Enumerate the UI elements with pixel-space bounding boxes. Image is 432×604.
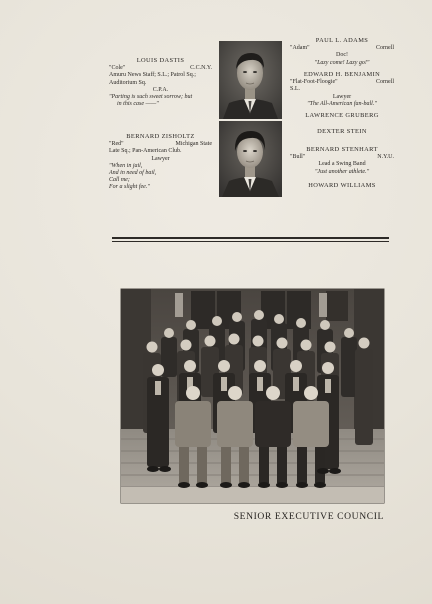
student-activities: Late Sq.; Pan-American Club. (109, 148, 182, 155)
student-college: Michigan State (175, 141, 212, 148)
student-quote: "Lazy come! Lazy go!" (314, 59, 370, 66)
student-name-williams: HOWARD WILLIAMS (308, 182, 376, 189)
student-quote: "Just another athlete." (314, 168, 370, 175)
student-college: Cornell (376, 79, 394, 86)
portrait-photo (219, 41, 282, 119)
student-nickname: "Cole" (109, 65, 126, 72)
student-career: Lawyer (332, 93, 352, 100)
student-nickname: "Adam" (290, 45, 310, 52)
bio-edward-benjamin (290, 71, 394, 108)
bio-louis-dastis (109, 57, 212, 108)
bio-bernard-zisholtz (109, 133, 212, 192)
student-name: PAUL L. ADAMS (315, 37, 369, 44)
student-name-stein: DEXTER STEIN (317, 128, 367, 135)
student-quote: "Parting is such sweet sorrow; but (109, 94, 193, 101)
student-career: C.P.A. (152, 86, 169, 93)
bio-bernard-stenhart (290, 146, 394, 176)
student-quote: in this case ——" (117, 101, 159, 108)
student-quote: "The All-American fan-ball." (307, 100, 377, 107)
student-quote: Call me; (109, 177, 130, 184)
student-college: C.C.N.Y. (190, 65, 212, 72)
student-activities: Lead a Swing Band (318, 161, 366, 168)
student-activities: Amuru News Staff; S.L.; Patrol Sq.; (109, 72, 196, 79)
student-activities: S.L. (290, 86, 301, 93)
student-nickname: "Red" (109, 141, 124, 148)
student-career: Doc! (336, 52, 348, 59)
group-caption: SENIOR EXECUTIVE COUNCIL (233, 511, 384, 522)
student-quote: For a slight fee." (109, 184, 150, 191)
student-quote: "When in jail, (109, 162, 143, 169)
portrait-photo (219, 121, 282, 197)
student-nickname: "Flat-Foot-Floogie" (290, 79, 338, 86)
student-career: Lawyer (151, 155, 170, 162)
student-name: BERNARD STENHART (306, 146, 378, 153)
bio-paul-adams (290, 37, 394, 67)
student-name-gruberg: LAWRENCE GRUBERG (305, 112, 379, 119)
student-nickname: "Bull" (290, 154, 306, 161)
group-photo (121, 289, 384, 503)
student-quote: And in need of bail, (109, 170, 157, 177)
student-name: EDWARD H. BENJAMIN (303, 71, 381, 78)
student-college: N.Y.U. (377, 154, 394, 161)
student-name: BERNARD ZISHOLTZ (126, 133, 195, 140)
student-college: Cornell (376, 45, 394, 52)
student-activities: Auditorium Sq. (109, 79, 147, 86)
section-divider (112, 237, 389, 242)
student-name: LOUIS DASTIS (136, 57, 185, 64)
